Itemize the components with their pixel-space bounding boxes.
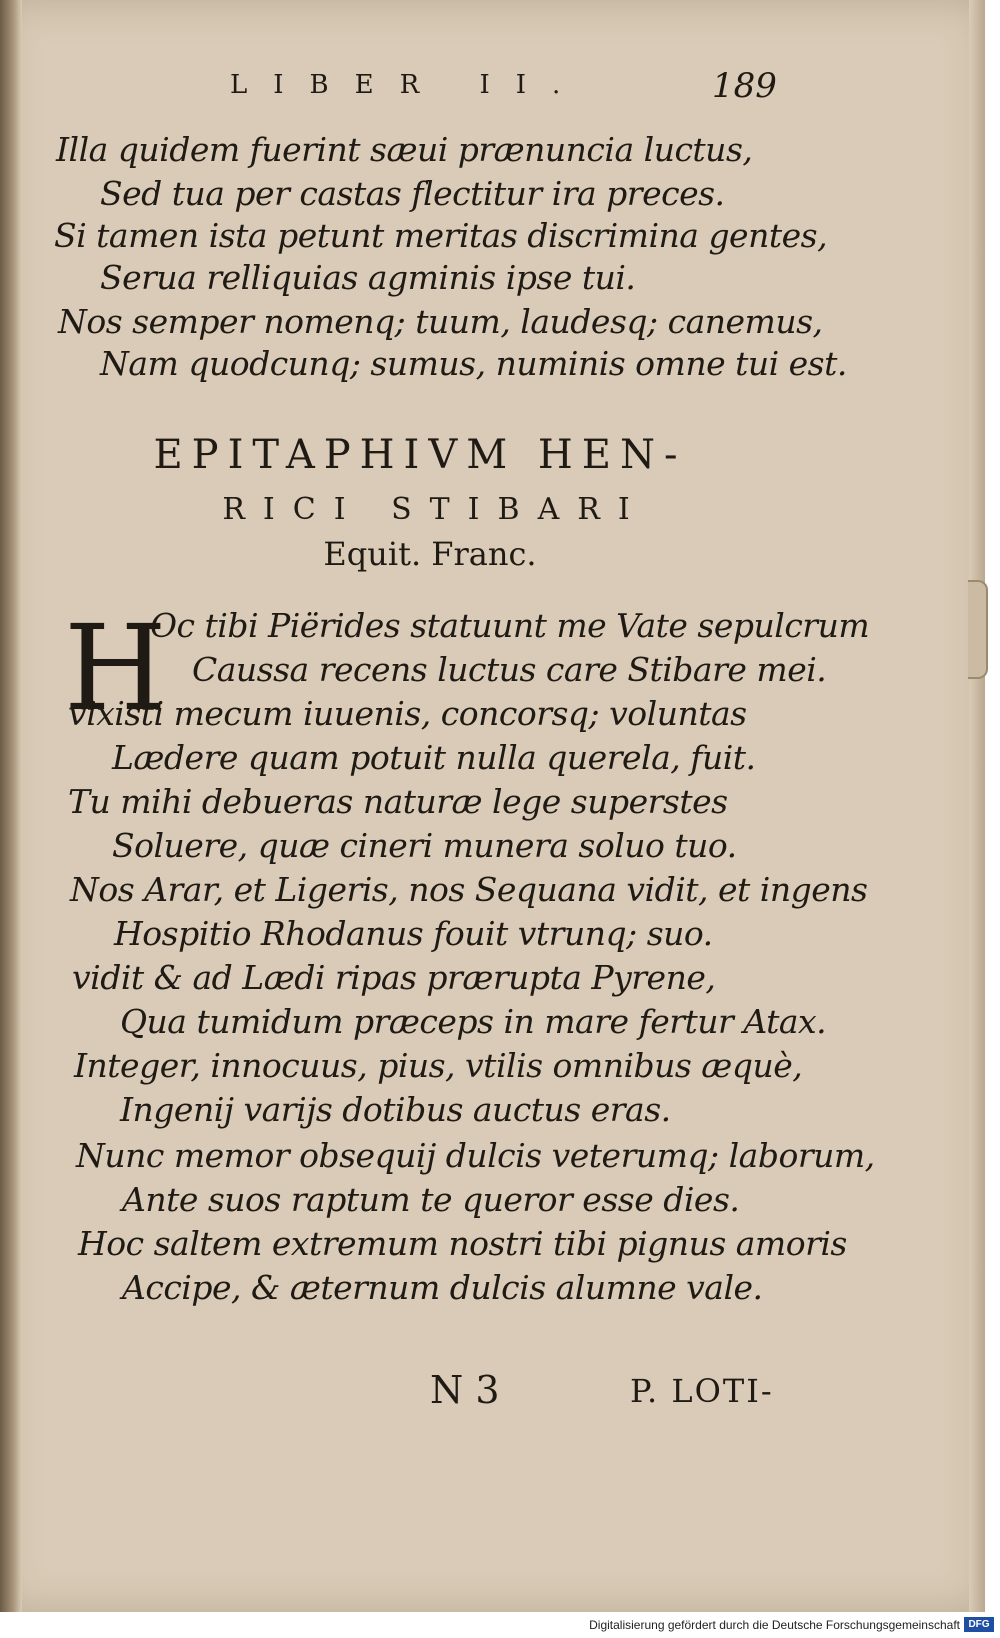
verse-line: Sed tua per castas flectitur ira preces. [100, 174, 725, 213]
verse-line: Nos Arar, et Ligeris, nos Sequana vidit, et ingens [70, 870, 868, 909]
digitization-footer [0, 1612, 1000, 1638]
epitaph-subtitle: Equit. Franc. [323, 535, 537, 573]
verse-line: Tu mihi debueras naturæ lege superstes [68, 782, 728, 821]
verse-line: Hospitio Rhodanus fouit vtrunq; suo. [114, 914, 713, 953]
verse-line: Hoc saltem extremum nostri tibi pignus amoris [78, 1224, 847, 1263]
verse-line: Illa quidem fuerint sæui prænuncia luctus, [56, 130, 753, 169]
verse-line: Serua relliquias agminis ipse tui. [100, 258, 636, 297]
verse-line: Ante suos raptum te queror esse dies. [122, 1180, 740, 1219]
epitaph-title-line-1: EPITAPHIVM HEN- [153, 432, 687, 478]
verse-line: Lædere quam potuit nulla querela, fuit. [112, 738, 756, 777]
epitaph-title-line-2: RICI STIBARI [222, 492, 648, 527]
verse-line: Nos semper nomenq; tuum, laudesq; canemus, [58, 302, 823, 341]
verse-line: Nunc memor obsequij dulcis veterumq; laborum, [76, 1136, 875, 1175]
running-head: LIBER II. [230, 70, 587, 100]
verse-line: vidit & ad Lædi ripas prærupta Pyrene, [72, 958, 716, 997]
funding-credit: Digitalisierung gefördert durch die Deutsche Forschungsgemeinschaft [589, 1618, 960, 1632]
verse-line: vixisti mecum iuuenis, concorsq; voluntas [68, 694, 747, 733]
page-number: 189 [712, 66, 777, 106]
verse-line: Integer, innocuus, pius, vtilis omnibus æquè, [74, 1046, 803, 1085]
page-clip-tab [968, 580, 988, 679]
verse-line: Soluere, quæ cineri munera soluo tuo. [112, 826, 737, 865]
page-right-edge [969, 0, 985, 1612]
page-gutter [0, 0, 22, 1612]
dfg-logo-icon: DFG [964, 1617, 994, 1632]
verse-line: Oc tibi Piërides statuunt me Vate sepulcrum [150, 606, 870, 645]
verse-line: Nam quodcunq; sumus, numinis omne tui est. [100, 344, 847, 383]
verse-line: Ingenij varijs dotibus auctus eras. [120, 1090, 671, 1129]
verse-line: Si tamen ista petunt meritas discrimina gentes, [54, 216, 828, 255]
signature-mark: N 3 [430, 1368, 500, 1412]
verse-line: Caussa recens luctus care Stibare mei. [192, 650, 827, 689]
catchword: P. LOTI- [630, 1372, 774, 1410]
drop-cap-initial: H [64, 599, 167, 737]
verse-line: Qua tumidum præceps in mare fertur Atax. [120, 1002, 827, 1041]
verse-line: Accipe, & æternum dulcis alumne vale. [122, 1268, 763, 1307]
